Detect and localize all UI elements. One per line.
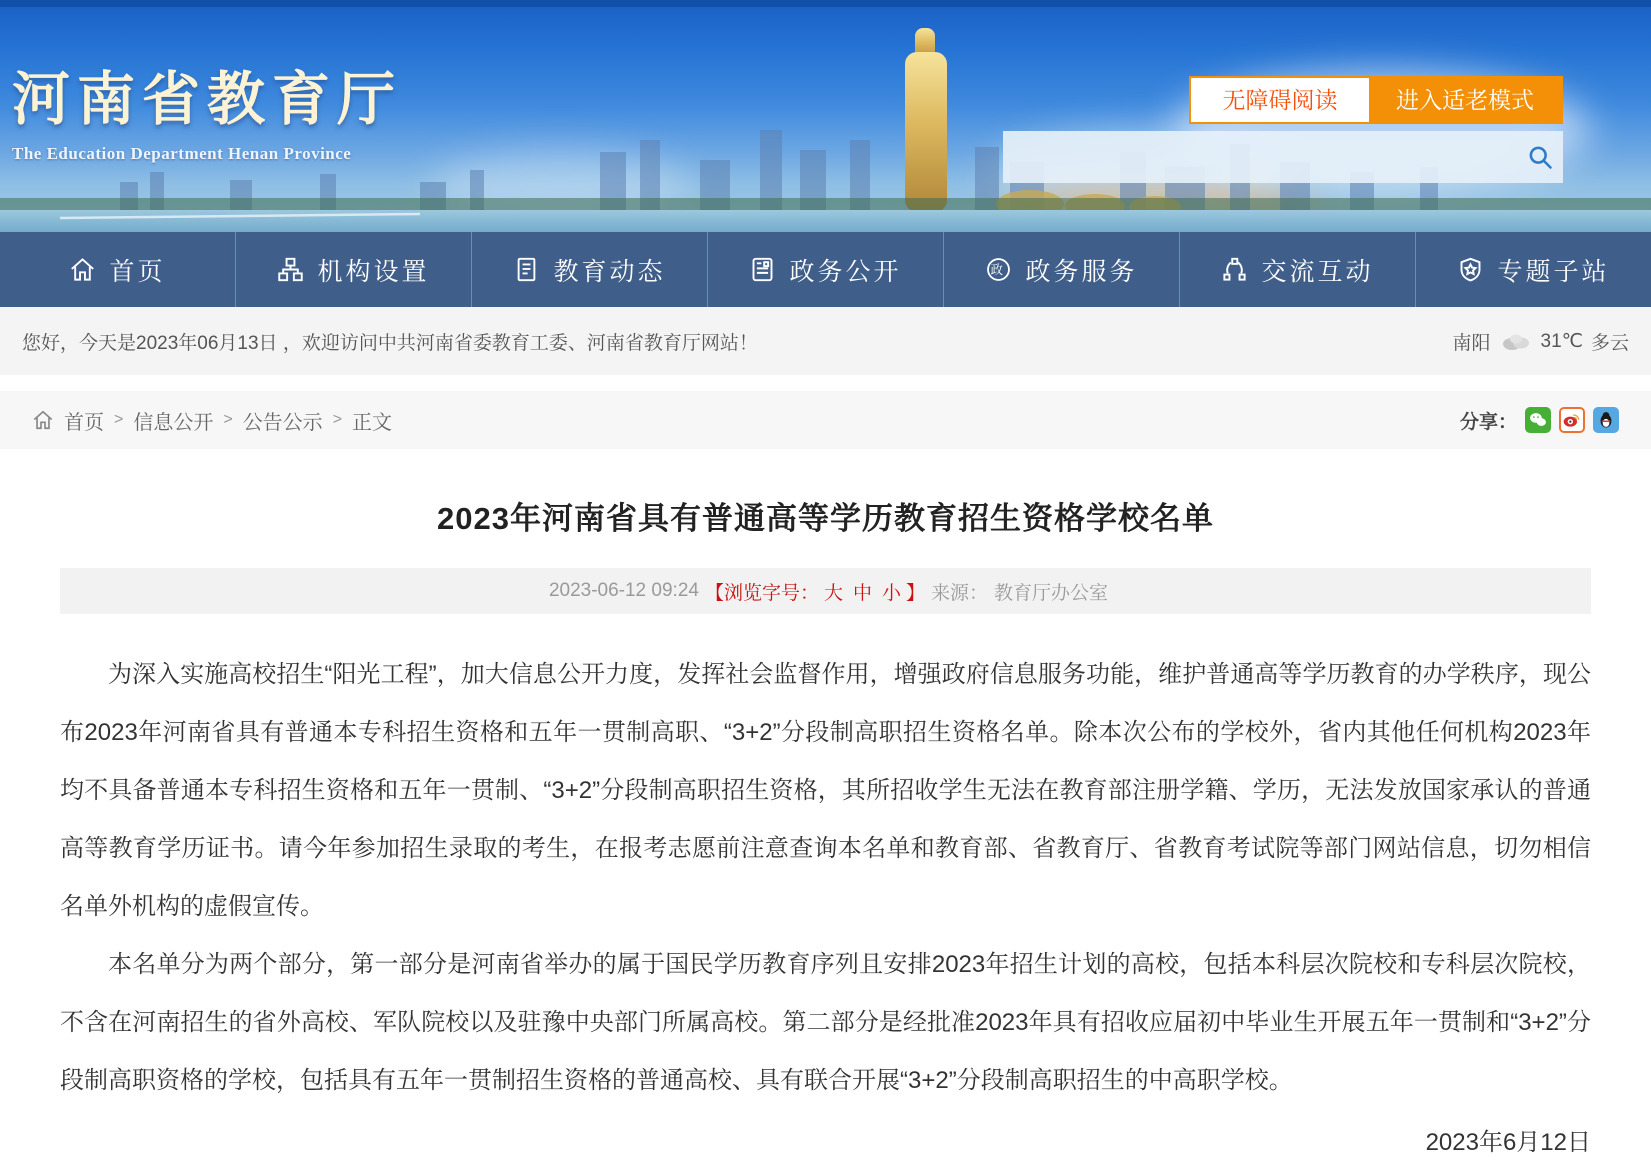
breadcrumb-separator: > [114, 411, 124, 428]
weather-condition: 多云 [1590, 332, 1629, 354]
home-icon [69, 256, 96, 283]
divider-strip [0, 375, 1651, 391]
site-name-english: The Education Department Henan Province [12, 144, 352, 163]
nav-item-gov-open[interactable] [708, 232, 944, 307]
share-weibo-button[interactable] [1559, 407, 1585, 433]
nav-item-subsite[interactable] [1416, 232, 1651, 307]
search-button[interactable] [1517, 131, 1563, 183]
nav-item-label: 政务服务 [1025, 257, 1138, 286]
article-body [60, 646, 1591, 1161]
breadcrumb [32, 406, 392, 435]
nav-item-home[interactable] [0, 232, 236, 307]
weather-city: 南阳 [1452, 332, 1491, 354]
search-bar [1003, 131, 1563, 183]
nav-item-label: 教育动态 [553, 257, 666, 286]
cloudy-icon [1499, 330, 1533, 352]
article-date: 2023年6月12日 [1425, 1129, 1591, 1156]
breadcrumb-separator: > [223, 411, 233, 428]
header-banner [0, 0, 1651, 232]
nav-item-label: 首页 [109, 257, 166, 286]
interaction-icon [1221, 256, 1248, 283]
breadcrumb-separator: > [332, 411, 343, 428]
breadcrumb-current: 正文 [352, 411, 393, 434]
nav-item-label: 专题子站 [1497, 257, 1610, 286]
weather-temperature: 31℃ [1540, 330, 1583, 352]
source-label: 来源： [931, 582, 989, 604]
main-navigation [0, 232, 1651, 307]
font-size-small-button[interactable]: 小 [882, 582, 902, 604]
education-news-icon [513, 256, 540, 283]
search-input[interactable] [1003, 131, 1517, 183]
share-wechat-button[interactable] [1525, 407, 1551, 433]
breadcrumb-home[interactable]: 首页 [64, 411, 104, 434]
nav-item-label: 政务公开 [789, 257, 902, 286]
elder-mode-button[interactable]: 进入适老模式 [1369, 78, 1561, 122]
breadcrumb-announcements[interactable]: 公告公示 [242, 411, 323, 434]
mode-buttons-group [1189, 76, 1563, 124]
svg-text:政: 政 [991, 263, 1007, 277]
share-widget [1460, 407, 1619, 434]
nav-item-education-news[interactable] [472, 232, 708, 307]
site-name: 河南省教育厅 [12, 67, 403, 132]
source-value: 教育厅办公室 [994, 582, 1109, 604]
font-size-label-end: 】 [906, 582, 926, 604]
article-container [0, 493, 1651, 1161]
search-icon [1526, 143, 1554, 171]
share-label: 分享： [1459, 411, 1517, 433]
nav-item-gov-service[interactable] [944, 232, 1180, 307]
org-structure-icon [277, 256, 304, 283]
font-size-large-button[interactable]: 大 [823, 582, 843, 604]
breadcrumb-info-disclosure[interactable]: 信息公开 [133, 411, 214, 434]
article-paragraph: 为深入实施高校招生“阳光工程”，加大信息公开力度，发挥社会监督作用，增强政府信息服务功能，维护普通高等学历教育的办学秩序，现公布2023年河南省具有普通本专科招生资格和五年一贯制高职、“3+2”分段制高职招生资格名单。除本次公布的学校外，省内其他任何机构2023年均不具备普通本专科招生资格和五年一贯制、“3+2”分段制高职招生资格，其所招收学生无法在教育部注册学籍、学历，无法发放国家承认的普通高等教育学历证书。请今年参加招生录取的考生，在报考志愿前注意查询本名单和教育部、省教育厅、省教育考试院等部门网站信息，切勿相信名单外机构的虚假宣传。 [60, 661, 1591, 920]
breadcrumb-bar [0, 391, 1651, 449]
article-meta-bar [60, 568, 1591, 614]
qq-icon [1596, 410, 1616, 430]
wechat-icon [1528, 410, 1548, 430]
gov-open-icon [749, 256, 776, 283]
article-title: 2023年河南省具有普通高等学历教育招生资格学校名单 [437, 501, 1214, 536]
site-logo[interactable] [12, 52, 402, 164]
weather-widget [1452, 328, 1629, 355]
breadcrumb-home-icon [32, 409, 54, 431]
share-qq-button[interactable] [1593, 407, 1619, 433]
gov-service-icon [985, 256, 1012, 283]
nav-item-org-structure[interactable] [236, 232, 472, 307]
banner-top-stripe [0, 0, 1651, 7]
font-size-medium-button[interactable]: 中 [852, 582, 872, 604]
nav-item-label: 交流互动 [1261, 257, 1374, 286]
nav-item-label: 机构设置 [317, 257, 430, 286]
article-paragraph: 本名单分为两个部分，第一部分是河南省举办的属于国民学历教育序列且安排2023年招生计划的高校，包括本科层次院校和专科层次院校，不含在河南招生的省外高校、军队院校以及驻豫中央部门所属高校。第二部分是经批准2023年具有招收应届初中毕业生开展五年一贯制和“3+2”分段制高职资格的学校，包括具有五年一贯制招生资格的普通高校、具有联合开展“3+2”分段制高职招生的中高职学校。 [60, 951, 1591, 1094]
welcome-bar [0, 307, 1651, 375]
subsite-icon [1457, 256, 1484, 283]
welcome-greeting: 您好，今天是2023年06月13日 ，欢迎访问中共河南省委教育工委、河南省教育厅网站！ [22, 332, 758, 354]
nav-item-interaction[interactable] [1180, 232, 1416, 307]
publish-datetime: 2023-06-12 09:24 [548, 580, 699, 601]
weibo-icon [1562, 410, 1582, 430]
accessibility-reading-button[interactable]: 无障碍阅读 [1191, 78, 1369, 122]
font-size-label: 【浏览字号： [704, 582, 819, 604]
